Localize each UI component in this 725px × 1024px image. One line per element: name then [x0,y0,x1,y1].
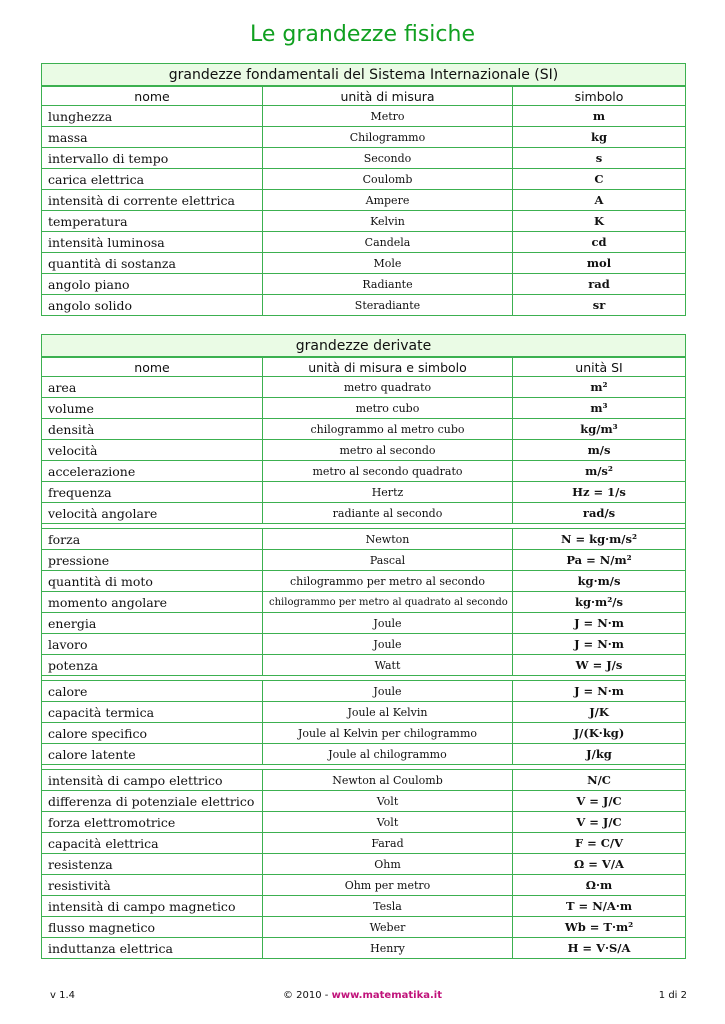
unit-name: Joule al Kelvin per chilogrammo [263,723,513,744]
unit-symbol: sr [513,295,686,316]
table-row [42,702,686,723]
table-row [42,127,686,148]
unit-name: Joule [263,681,513,702]
fundamental-units-table [41,63,686,316]
quantity-name: massa [42,127,263,148]
unit-name: Tesla [263,896,513,917]
table-row [42,253,686,274]
unit-symbol: N = kg·m/s² [513,529,686,550]
unit-name: Mole [263,253,513,274]
table-row [42,482,686,503]
table-row [42,295,686,316]
quantity-name: lavoro [42,634,263,655]
unit-symbol: m³ [513,398,686,419]
unit-name: chilogrammo al metro cubo [263,419,513,440]
quantity-name: resistività [42,875,263,896]
table-row [42,791,686,812]
unit-name: Steradiante [263,295,513,316]
quantity-name: angolo piano [42,274,263,295]
table-row [42,274,686,295]
unit-symbol: W = J/s [513,655,686,676]
unit-symbol: mol [513,253,686,274]
page-title: Le grandezze fisiche [250,22,475,47]
unit-symbol: J/(K·kg) [513,723,686,744]
table-row [42,232,686,253]
column-header-unit: unità di misura e simbolo [263,357,513,377]
quantity-name: pressione [42,550,263,571]
unit-name: Radiante [263,274,513,295]
table-row [42,571,686,592]
unit-name: Ohm [263,854,513,875]
unit-name: metro cubo [263,398,513,419]
quantity-name: forza elettromotrice [42,812,263,833]
unit-name: Ampere [263,190,513,211]
table-row [42,419,686,440]
quantity-name: capacità elettrica [42,833,263,854]
footer-copyright [0,990,725,1001]
table-row [42,917,686,938]
unit-name: chilogrammo per metro al quadrato al secondo [263,592,513,613]
table-row [42,896,686,917]
footer-version: v 1.4 [50,990,75,1001]
unit-symbol: J = N·m [513,613,686,634]
unit-symbol: V = J/C [513,791,686,812]
unit-symbol: T = N/A·m [513,896,686,917]
table-row [42,377,686,398]
unit-name: Coulomb [263,169,513,190]
unit-symbol: K [513,211,686,232]
footer-page-number: 1 di 2 [658,990,687,1001]
table-row [42,744,686,765]
table-row [42,812,686,833]
unit-name: metro al secondo quadrato [263,461,513,482]
table-row [42,634,686,655]
table-row [42,169,686,190]
quantity-name: frequenza [42,482,263,503]
unit-name: Secondo [263,148,513,169]
unit-symbol: N/C [513,770,686,791]
quantity-name: carica elettrica [42,169,263,190]
unit-symbol: H = V·S/A [513,938,686,959]
unit-symbol: m² [513,377,686,398]
unit-name: Joule [263,634,513,655]
unit-name: Metro [263,106,513,127]
unit-name: metro al secondo [263,440,513,461]
quantity-name: quantità di sostanza [42,253,263,274]
unit-name: Farad [263,833,513,854]
quantity-name: intensità di campo magnetico [42,896,263,917]
unit-symbol: J = N·m [513,634,686,655]
unit-symbol: cd [513,232,686,253]
quantity-name: induttanza elettrica [42,938,263,959]
unit-symbol: Ω·m [513,875,686,896]
unit-name: Volt [263,812,513,833]
quantity-name: velocità angolare [42,503,263,524]
table-row [42,938,686,959]
unit-symbol: m/s² [513,461,686,482]
unit-name: metro quadrato [263,377,513,398]
quantity-name: momento angolare [42,592,263,613]
quantity-name: resistenza [42,854,263,875]
quantity-name: temperatura [42,211,263,232]
unit-symbol: m [513,106,686,127]
unit-symbol: s [513,148,686,169]
table-row [42,190,686,211]
unit-symbol: Wb = T·m² [513,917,686,938]
quantity-name: forza [42,529,263,550]
unit-name: Candela [263,232,513,253]
derived-units-table [41,334,686,959]
quantity-name: intensità di corrente elettrica [42,190,263,211]
unit-symbol: F = C/V [513,833,686,854]
column-header-name: nome [42,86,263,106]
unit-name: Hertz [263,482,513,503]
quantity-name: volume [42,398,263,419]
column-header-name: nome [42,357,263,377]
table-row [42,529,686,550]
table-row [42,770,686,791]
table-row [42,461,686,482]
quantity-name: energia [42,613,263,634]
table-row [42,106,686,127]
column-header-unit: unità di misura [263,86,513,106]
unit-name: radiante al secondo [263,503,513,524]
unit-symbol: A [513,190,686,211]
table-row [42,655,686,676]
table-row [42,875,686,896]
unit-symbol: kg/m³ [513,419,686,440]
unit-symbol: J = N·m [513,681,686,702]
table-row [42,503,686,524]
unit-name: Pascal [263,550,513,571]
table-row [42,833,686,854]
unit-name: Newton al Coulomb [263,770,513,791]
unit-symbol: C [513,169,686,190]
column-header-symbol: simbolo [513,86,686,106]
table-row [42,854,686,875]
quantity-name: accelerazione [42,461,263,482]
unit-name: Watt [263,655,513,676]
unit-symbol: kg·m²/s [513,592,686,613]
unit-name: Joule al chilogrammo [263,744,513,765]
unit-symbol: Hz = 1/s [513,482,686,503]
unit-name: Chilogrammo [263,127,513,148]
quantity-name: capacità termica [42,702,263,723]
quantity-name: intensità di campo elettrico [42,770,263,791]
quantity-name: area [42,377,263,398]
table-row [42,681,686,702]
table-row [42,613,686,634]
unit-name: Henry [263,938,513,959]
unit-symbol: rad [513,274,686,295]
quantity-name: intervallo di tempo [42,148,263,169]
quantity-name: differenza di potenziale elettrico [42,791,263,812]
unit-symbol: J/K [513,702,686,723]
unit-name: Ohm per metro [263,875,513,896]
unit-name: Kelvin [263,211,513,232]
quantity-name: calore specifico [42,723,263,744]
table-row [42,550,686,571]
table-heading: grandezze fondamentali del Sistema Internazionale (SI) [42,64,686,87]
table-row [42,592,686,613]
unit-symbol: Ω = V/A [513,854,686,875]
quantity-name: intensità luminosa [42,232,263,253]
unit-name: Newton [263,529,513,550]
quantity-name: lunghezza [42,106,263,127]
table-row [42,148,686,169]
unit-symbol: J/kg [513,744,686,765]
column-header-si-unit: unità SI [513,357,686,377]
quantity-name: densità [42,419,263,440]
copyright-text: © 2010 - [283,990,332,1001]
table-row [42,211,686,232]
unit-name: Joule al Kelvin [263,702,513,723]
quantity-name: calore latente [42,744,263,765]
unit-symbol: V = J/C [513,812,686,833]
unit-name: Volt [263,791,513,812]
quantity-name: calore [42,681,263,702]
unit-symbol: Pa = N/m² [513,550,686,571]
unit-symbol: kg [513,127,686,148]
table-row [42,723,686,744]
unit-name: chilogrammo per metro al secondo [263,571,513,592]
site-link[interactable]: www.matematika.it [331,990,442,1001]
unit-symbol: kg·m/s [513,571,686,592]
quantity-name: potenza [42,655,263,676]
unit-name: Joule [263,613,513,634]
unit-symbol: rad/s [513,503,686,524]
unit-name: Weber [263,917,513,938]
table-row [42,440,686,461]
table-row [42,398,686,419]
quantity-name: angolo solido [42,295,263,316]
table-heading: grandezze derivate [42,335,686,358]
unit-symbol: m/s [513,440,686,461]
quantity-name: velocità [42,440,263,461]
quantity-name: quantità di moto [42,571,263,592]
quantity-name: flusso magnetico [42,917,263,938]
